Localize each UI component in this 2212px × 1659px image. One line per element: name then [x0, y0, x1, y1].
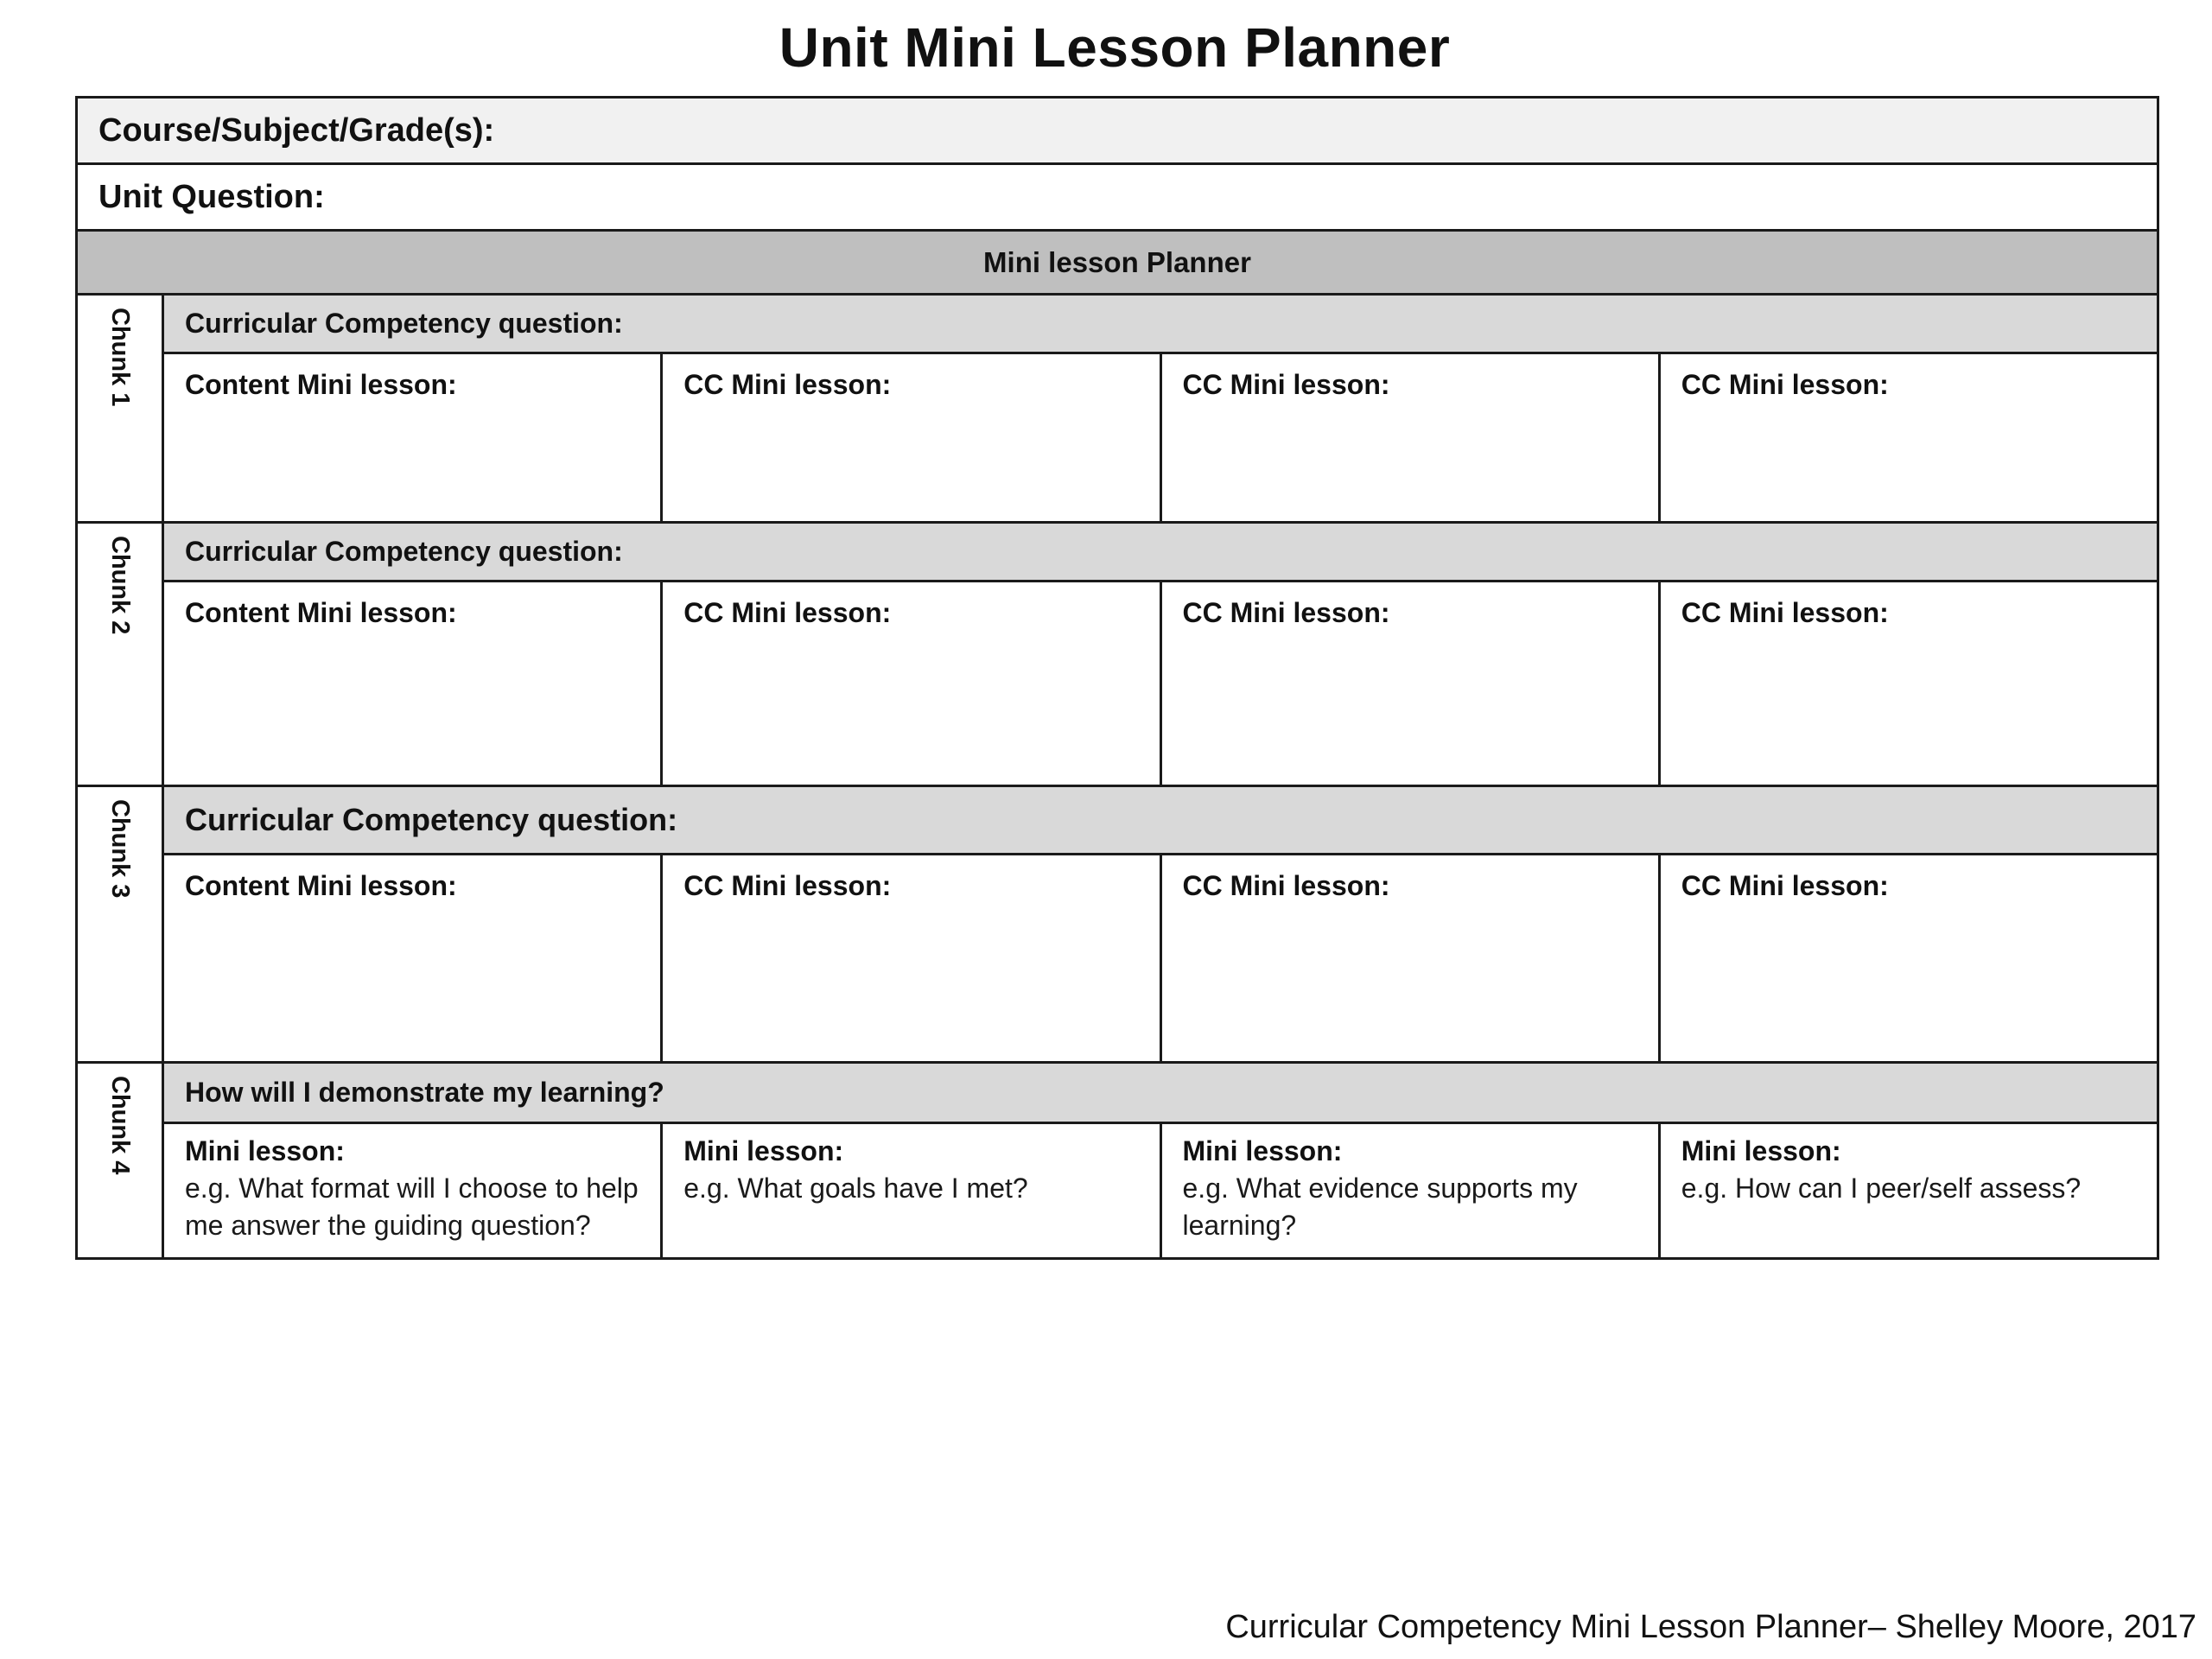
curricular-competency-question-row[interactable] — [164, 787, 2157, 855]
footer-credit: Curricular Competency Mini Lesson Planner– Shelley Moore, 2017 — [1225, 1609, 2196, 1645]
chunk-3 — [78, 787, 2157, 1064]
lesson-row — [164, 1124, 2157, 1257]
demonstrate-learning-question-row[interactable] — [164, 1064, 2157, 1124]
planner-table — [75, 96, 2159, 1260]
lesson-label: Mini lesson: — [1182, 1135, 1343, 1166]
lesson-label: CC Mini lesson: — [1681, 870, 1889, 901]
lesson-label: Mini lesson: — [683, 1135, 844, 1166]
lesson-label: Content Mini lesson: — [185, 369, 457, 400]
lesson-cell[interactable] — [663, 855, 1161, 1061]
lesson-cell[interactable] — [164, 1124, 663, 1257]
chunk-4 — [78, 1064, 2157, 1257]
lesson-cell[interactable] — [1661, 855, 2157, 1061]
lesson-label: CC Mini lesson: — [1182, 597, 1390, 628]
lesson-cell[interactable] — [1162, 1124, 1661, 1257]
lesson-cell[interactable] — [663, 582, 1161, 785]
lesson-example-prompt: e.g. What evidence supports my learning? — [1182, 1173, 1578, 1241]
chunk-body — [164, 787, 2157, 1061]
lesson-label: CC Mini lesson: — [1182, 870, 1390, 901]
lesson-example-prompt: e.g. What goals have I met? — [683, 1173, 1028, 1204]
mini-lesson-planner-label: Mini lesson Planner — [983, 245, 1251, 278]
lesson-label: Mini lesson: — [185, 1135, 345, 1166]
unit-question-label: Unit Question: — [99, 178, 325, 215]
lesson-row — [164, 582, 2157, 785]
lesson-cell[interactable] — [1661, 582, 2157, 785]
course-subject-grade-label: Course/Subject/Grade(s): — [99, 111, 495, 149]
lesson-label: CC Mini lesson: — [683, 870, 892, 901]
lesson-cell[interactable] — [1661, 1124, 2157, 1257]
lesson-label: Mini lesson: — [1681, 1135, 1841, 1166]
lesson-label: CC Mini lesson: — [1681, 369, 1889, 400]
lesson-cell[interactable] — [663, 354, 1161, 521]
question-label: Curricular Competency question: — [185, 536, 623, 567]
chunk-body — [164, 524, 2157, 785]
question-label: How will I demonstrate my learning? — [185, 1077, 664, 1108]
lesson-cell[interactable] — [663, 1124, 1161, 1257]
lesson-example-prompt: e.g. What format will I choose to help me answer the guiding question? — [185, 1173, 639, 1241]
lesson-row — [164, 855, 2157, 1061]
lesson-cell[interactable] — [1162, 855, 1661, 1061]
lesson-example-prompt: e.g. How can I peer/self assess? — [1681, 1173, 2082, 1204]
lesson-label: CC Mini lesson: — [683, 369, 892, 400]
chunk-label-cell — [78, 1064, 164, 1257]
chunk-label: Chunk 2 — [106, 536, 134, 635]
unit-question-row[interactable] — [78, 165, 2157, 232]
chunk-1 — [78, 296, 2157, 524]
lesson-label: CC Mini lesson: — [1681, 597, 1889, 628]
chunk-body — [164, 1064, 2157, 1257]
mini-lesson-planner-header — [78, 232, 2157, 296]
chunk-label: Chunk 4 — [106, 1076, 134, 1175]
chunk-label: Chunk 3 — [106, 799, 134, 899]
chunk-body — [164, 296, 2157, 521]
lesson-cell[interactable] — [164, 855, 663, 1061]
chunk-label-cell — [78, 524, 164, 785]
lesson-cell[interactable] — [1162, 354, 1661, 521]
lesson-cell[interactable] — [164, 582, 663, 785]
lesson-cell[interactable] — [1162, 582, 1661, 785]
curricular-competency-question-row[interactable] — [164, 524, 2157, 582]
chunk-label-cell — [78, 296, 164, 521]
chunk-2 — [78, 524, 2157, 787]
curricular-competency-question-row[interactable] — [164, 296, 2157, 354]
lesson-label: CC Mini lesson: — [1182, 369, 1390, 400]
page-title: Unit Mini Lesson Planner — [779, 16, 1451, 79]
lesson-label: Content Mini lesson: — [185, 597, 457, 628]
question-label: Curricular Competency question: — [185, 802, 678, 837]
lesson-label: CC Mini lesson: — [683, 597, 892, 628]
lesson-row — [164, 354, 2157, 521]
course-subject-grade-row[interactable] — [78, 99, 2157, 165]
question-label: Curricular Competency question: — [185, 308, 623, 339]
lesson-cell[interactable] — [164, 354, 663, 521]
chunk-label: Chunk 1 — [106, 308, 134, 407]
lesson-cell[interactable] — [1661, 354, 2157, 521]
chunk-label-cell — [78, 787, 164, 1061]
lesson-label: Content Mini lesson: — [185, 870, 457, 901]
